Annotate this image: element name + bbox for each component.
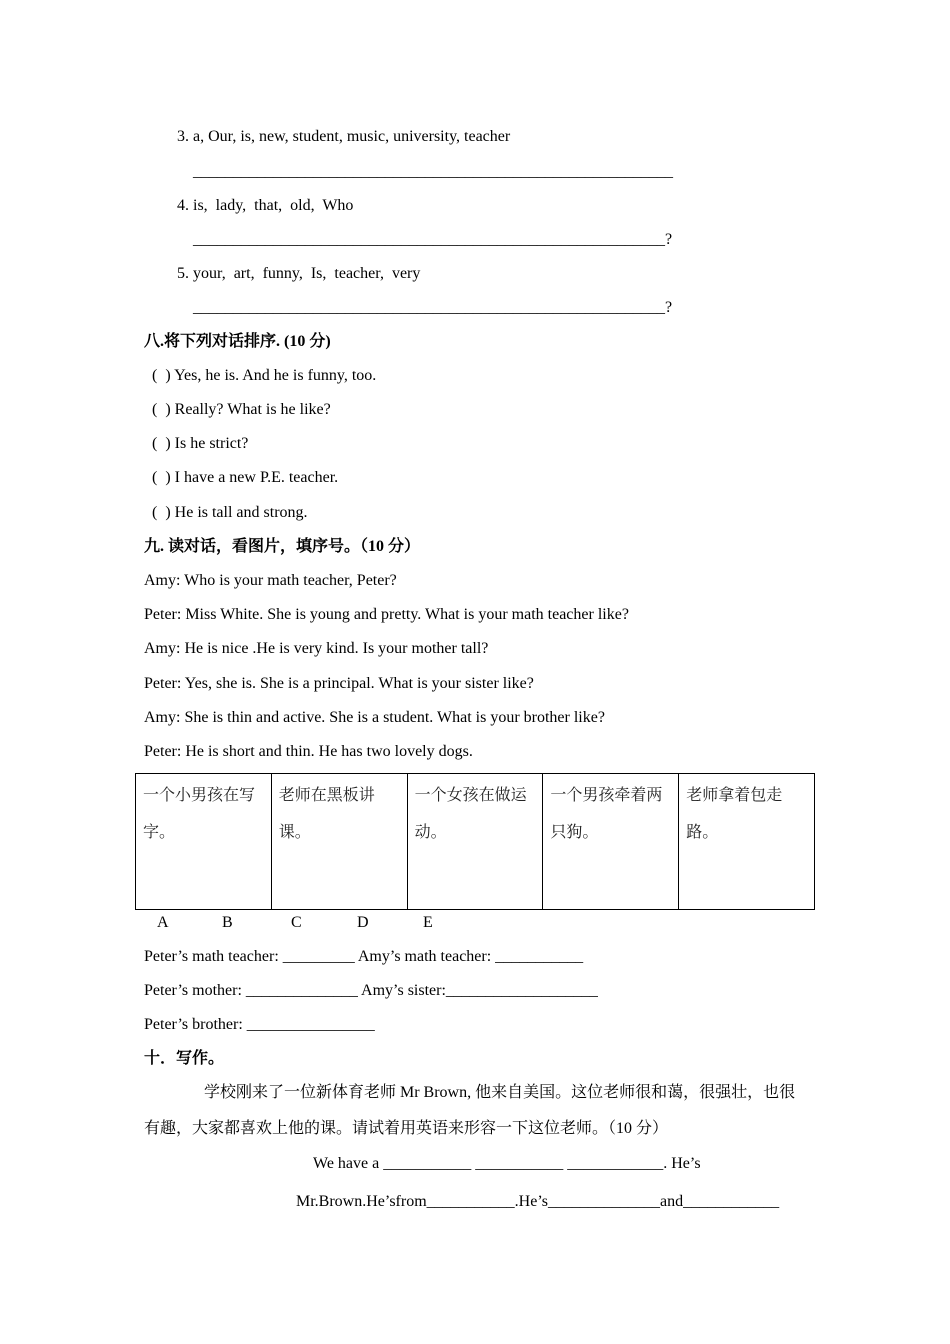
picture-label-b: B [222,914,233,931]
picture-a-description: 一个小男孩在写字。 [143,787,256,841]
dialogue-line: Amy: She is thin and active. She is a student. What is your brother like? [144,709,605,726]
fill-in-line-2[interactable]: Peter’s mother: ______________ Amy’s sister:___________________ [144,982,598,999]
picture-table [135,773,815,910]
picture-cell-b [271,774,407,910]
picture-c-description: 一个女孩在做运动。 [414,787,527,841]
dialogue-line: Peter: Miss White. She is young and pretty. What is your math teacher like? [144,606,629,623]
section-8-title: 八.将下列对话排序. (10 分) [144,333,331,350]
section-9-title: 九. 读对话，看图片，填序号。（10 分） [144,538,421,555]
dialogue-line: Amy: He is nice .He is very kind. Is your mother tall? [144,640,489,657]
picture-label-e: E [423,914,433,931]
picture-cell-c [407,774,543,910]
dialogue-line: Peter: Yes, she is. She is a principal. What is your sister like? [144,675,534,692]
dialogue-line: Peter: He is short and thin. He has two lovely dogs. [144,743,473,760]
picture-label-c: C [291,914,302,931]
picture-cell-e [679,774,815,910]
picture-cell-a [136,774,272,910]
question-3-answer-line[interactable]: ____________________________________________________________ [193,163,673,180]
writing-prompt-line-1: 学校刚来了一位新体育老师 Mr Brown, 他来自美国。这位老师很和蔼，很强壮，也很 [204,1084,796,1101]
question-3-words: 3. a, Our, is, new, student, music, university, teacher [177,128,511,145]
question-4-words: 4. is, lady, that, old, Who [177,197,354,214]
picture-cell-d [543,774,679,910]
picture-d-description: 一个男孩牵着两只狗。 [550,787,663,841]
writing-answer-line-2[interactable]: Mr.Brown.He’sfrom___________.He’s______________and____________ [296,1193,780,1210]
fill-in-line-3[interactable]: Peter’s brother: ________________ [144,1016,375,1033]
question-5-answer-line[interactable]: ___________________________________________________________? [193,299,673,316]
section-10-title: 十．写作。 [144,1050,225,1067]
dialogue-order-item[interactable]: ( ) Is he strict? [152,435,249,452]
writing-answer-line-1[interactable]: We have a ___________ ___________ ____________. He’s [313,1155,701,1172]
picture-e-description: 老师拿着包走路。 [686,787,783,841]
dialogue-order-item[interactable]: ( ) Really? What is he like? [152,401,331,418]
dialogue-line: Amy: Who is your math teacher, Peter? [144,572,397,589]
dialogue-order-item[interactable]: ( ) He is tall and strong. [152,504,308,521]
picture-label-d: D [357,914,369,931]
dialogue-order-item[interactable]: ( ) Yes, he is. And he is funny, too. [152,367,377,384]
picture-label-a: A [157,914,169,931]
question-4-answer-line[interactable]: ___________________________________________________________? [193,231,673,248]
fill-in-line-1[interactable]: Peter’s math teacher: _________ Amy’s math teacher: ___________ [144,948,584,965]
question-5-words: 5. your, art, funny, Is, teacher, very [177,265,421,282]
dialogue-order-item[interactable]: ( ) I have a new P.E. teacher. [152,469,339,486]
writing-prompt-line-2: 有趣，大家都喜欢上他的课。请试着用英语来形容一下这位老师。（10 分） [144,1120,669,1137]
picture-b-description: 老师在黑板讲课。 [278,787,375,841]
